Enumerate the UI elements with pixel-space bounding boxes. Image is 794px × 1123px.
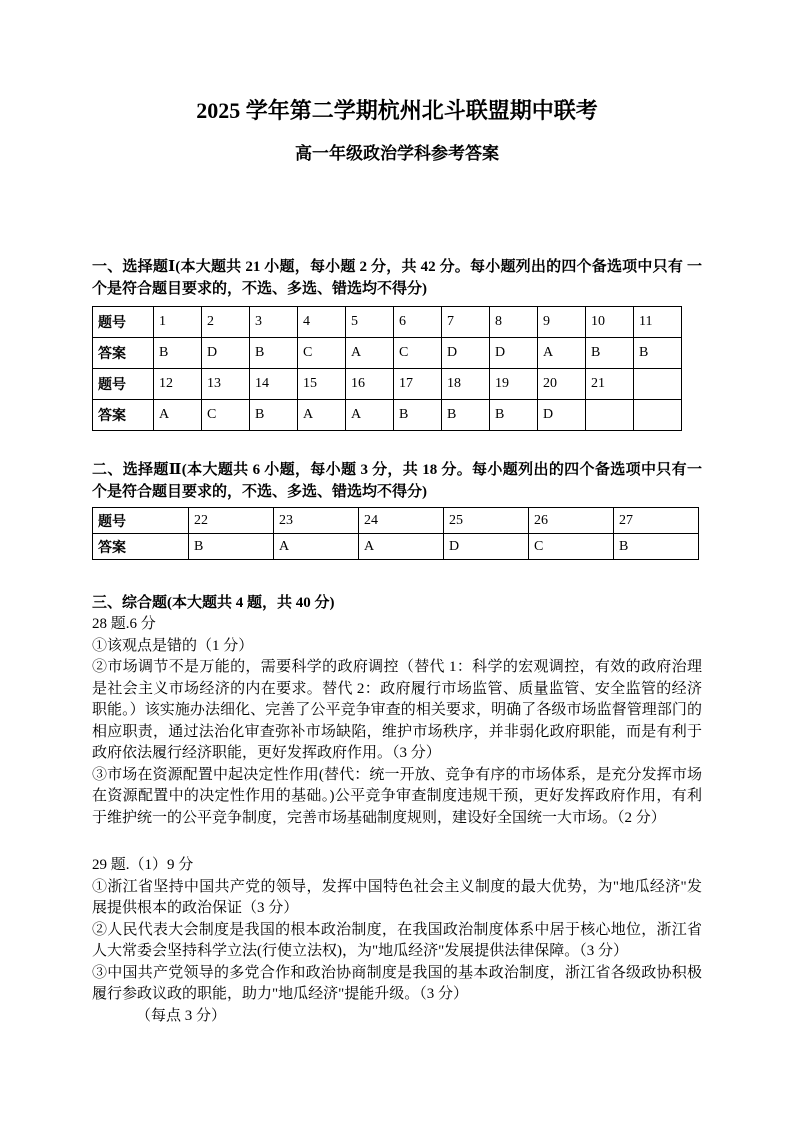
answer-cell: B bbox=[189, 534, 274, 560]
exam-subtitle: 高一年级政治学科参考答案 bbox=[295, 144, 499, 163]
question-number-cell: 10 bbox=[586, 307, 634, 338]
answer-cell: A bbox=[346, 400, 394, 431]
question-number-cell: 16 bbox=[346, 369, 394, 400]
question-29-point-1: ①浙江省坚持中国共产党的领导，发挥中国特色社会主义制度的最大优势，为"地瓜经济"发展提供根本的政治保证（3 分） bbox=[92, 878, 702, 916]
question-number-cell: 23 bbox=[274, 508, 359, 534]
question-number-cell: 18 bbox=[442, 369, 490, 400]
table-row-answers bbox=[93, 338, 682, 369]
answer-cell: B bbox=[586, 338, 634, 369]
question-29-point-2: ②人民代表大会制度是我国的根本政治制度，在我国政治制度体系中居于核心地位，浙江省人大常委会坚持科学立法(行使立法权)，为"地瓜经济"发展提供法律保障。（3 分） bbox=[92, 921, 702, 959]
answer-cell: D bbox=[444, 534, 529, 560]
question-number-cell: 13 bbox=[202, 369, 250, 400]
row-label-answer: 答案 bbox=[93, 534, 189, 560]
question-28-block bbox=[92, 614, 702, 829]
table-row-numbers bbox=[93, 307, 682, 338]
answer-cell: D bbox=[202, 338, 250, 369]
section2-heading: 二、选择题Ⅱ(本大题共 6 小题，每小题 3 分，共 18 分。每小题列出的四个备选项中只有一个是符合题目要求的，不选、多选、错选均不得分) bbox=[92, 462, 702, 500]
answer-cell: A bbox=[346, 338, 394, 369]
question-number-cell: 14 bbox=[250, 369, 298, 400]
question-29-point-3: ③中国共产党领导的多党合作和政治协商制度是我国的基本政治制度，浙江省各级政协积极履行参政议政的职能，助力"地瓜经济"提能升级。（3 分） bbox=[92, 964, 702, 1002]
question-number-cell: 3 bbox=[250, 307, 298, 338]
answer-cell: B bbox=[442, 400, 490, 431]
question-number-cell: 20 bbox=[538, 369, 586, 400]
answer-cell bbox=[586, 400, 634, 431]
table-row-answers bbox=[93, 534, 699, 560]
answer-cell: B bbox=[634, 338, 682, 369]
section1-heading: 一、选择题Ⅰ(本大题共 21 小题，每小题 2 分，共 42 分。每小题列出的四个备选项中只有 一个是符合题目要求的，不选、多选、错选均不得分) bbox=[92, 259, 702, 297]
question-28-point-3: ③市场在资源配置中起决定性作用(替代：统一开放、竞争有序的市场体系，是充分发挥市场在资源配置中的决定性作用的基础。)公平竞争审查制度违规干预，更好发挥政府作用，有利于维护统一的公平竞争制度，完善市场基础制度规则，建设好全国统一大市场。（2 分） bbox=[92, 766, 702, 826]
question-number-cell: 21 bbox=[586, 369, 634, 400]
row-label-number: 题号 bbox=[93, 307, 154, 338]
answer-table-1 bbox=[92, 306, 682, 431]
answer-cell: A bbox=[274, 534, 359, 560]
answer-cell: C bbox=[298, 338, 346, 369]
question-number-cell: 2 bbox=[202, 307, 250, 338]
question-number-cell: 27 bbox=[614, 508, 699, 534]
question-number-cell: 26 bbox=[529, 508, 614, 534]
answer-cell: B bbox=[490, 400, 538, 431]
answer-cell: D bbox=[490, 338, 538, 369]
question-28-point-1: ①该观点是错的（1 分） bbox=[92, 637, 254, 654]
question-28-title: 28 题.6 分 bbox=[92, 616, 156, 632]
row-label-number: 题号 bbox=[93, 508, 189, 534]
question-number-cell bbox=[634, 369, 682, 400]
row-label-answer: 答案 bbox=[93, 400, 154, 431]
answer-cell: B bbox=[250, 338, 298, 369]
question-number-cell: 25 bbox=[444, 508, 529, 534]
question-number-cell: 22 bbox=[189, 508, 274, 534]
question-number-cell: 5 bbox=[346, 307, 394, 338]
answer-cell: D bbox=[442, 338, 490, 369]
question-number-cell: 9 bbox=[538, 307, 586, 338]
exam-title: 2025 学年第二学期杭州北斗联盟期中联考 bbox=[196, 98, 598, 123]
answer-cell: B bbox=[154, 338, 202, 369]
row-label-number: 题号 bbox=[93, 369, 154, 400]
answer-cell: A bbox=[298, 400, 346, 431]
question-number-cell: 17 bbox=[394, 369, 442, 400]
question-number-cell: 7 bbox=[442, 307, 490, 338]
answer-cell: C bbox=[202, 400, 250, 431]
answer-cell: A bbox=[538, 338, 586, 369]
question-number-cell: 24 bbox=[359, 508, 444, 534]
question-number-cell: 8 bbox=[490, 307, 538, 338]
table-row-numbers bbox=[93, 369, 682, 400]
question-28-point-2: ②市场调节不是万能的，需要科学的政府调控（替代 1：科学的宏观调控，有效的政府治理是社会主义市场经济的内在要求。替代 2：政府履行市场监管、质量监管、安全监管的经济职能。）该实施办法细化、完善了公平竞争审查的相关要求，明确了各级市场监督管理部门的相应职责，通过法治化审查弥补市场缺陷，维护市场秩序，并非弱化政府职能，而是有利于政府依法履行经济职能，更好发挥政府作用。（3 分） bbox=[92, 659, 702, 761]
question-29-note: （每点 3 分） bbox=[136, 1007, 227, 1024]
answer-cell: A bbox=[154, 400, 202, 431]
question-29-title: 29 题.（1）9 分 bbox=[92, 857, 194, 873]
question-29-block bbox=[92, 855, 702, 1027]
table-row-answers bbox=[93, 400, 682, 431]
answer-cell bbox=[634, 400, 682, 431]
table-row-numbers bbox=[93, 508, 699, 534]
question-number-cell: 4 bbox=[298, 307, 346, 338]
answer-cell: C bbox=[529, 534, 614, 560]
answer-cell: C bbox=[394, 338, 442, 369]
answer-cell: A bbox=[359, 534, 444, 560]
question-number-cell: 12 bbox=[154, 369, 202, 400]
question-number-cell: 19 bbox=[490, 369, 538, 400]
row-label-answer: 答案 bbox=[93, 338, 154, 369]
answer-cell: B bbox=[250, 400, 298, 431]
section3-heading: 三、综合题(本大题共 4 题，共 40 分) bbox=[92, 595, 335, 611]
question-number-cell: 15 bbox=[298, 369, 346, 400]
question-number-cell: 11 bbox=[634, 307, 682, 338]
question-number-cell: 6 bbox=[394, 307, 442, 338]
answer-cell: D bbox=[538, 400, 586, 431]
answer-table-2 bbox=[92, 507, 699, 560]
answer-cell: B bbox=[394, 400, 442, 431]
answer-cell: B bbox=[614, 534, 699, 560]
question-number-cell: 1 bbox=[154, 307, 202, 338]
